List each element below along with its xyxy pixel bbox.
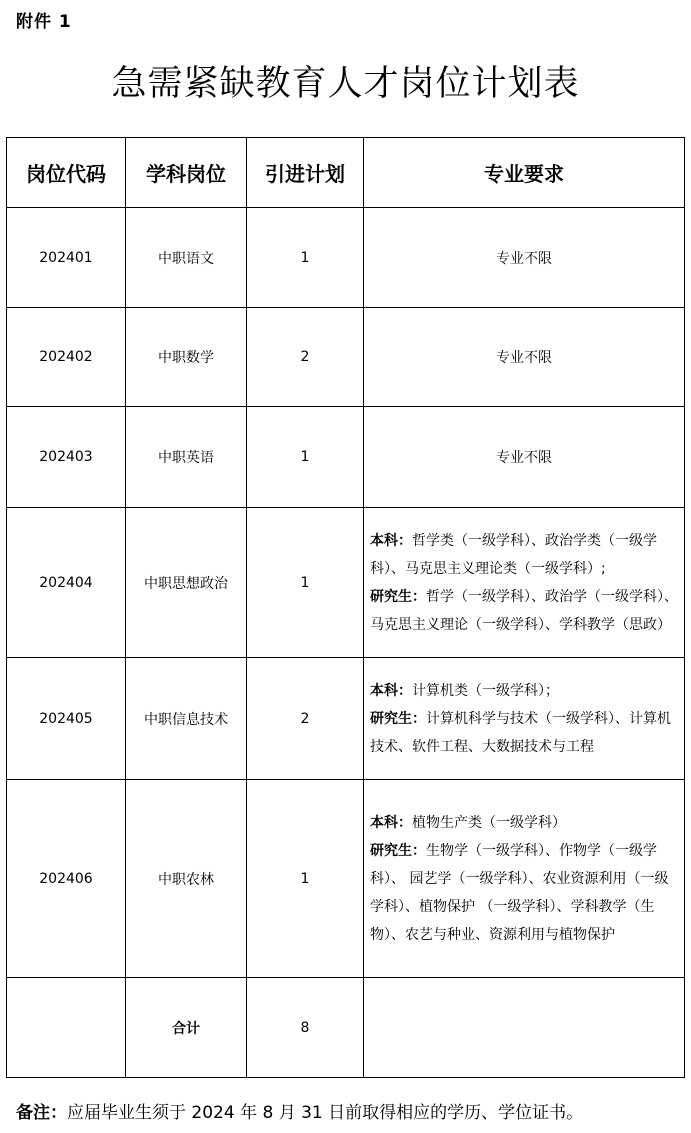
total-row <box>7 978 685 1078</box>
table-header-row <box>7 138 685 208</box>
requirement <box>364 780 685 978</box>
table-row <box>7 208 685 308</box>
footnote <box>16 1098 583 1123</box>
header-requirement: 专业要求 <box>364 138 685 208</box>
requirement: 专业不限 <box>364 208 685 308</box>
requirement: 专业不限 <box>364 407 685 508</box>
table-row <box>7 508 685 658</box>
position-code: 202403 <box>7 407 126 508</box>
undergrad-majors: 植物生产类（一级学科） <box>412 814 566 831</box>
position-code: 202401 <box>7 208 126 308</box>
header-subject: 学科岗位 <box>126 138 247 208</box>
table-row <box>7 658 685 780</box>
undergrad-requirement <box>370 677 678 705</box>
subject-position: 中职信息技术 <box>126 658 247 780</box>
header-code: 岗位代码 <box>7 138 126 208</box>
grad-majors: 计算机科学与技术（一级学科）、计算机技术、软件工程、大数据技术与工程 <box>370 710 671 755</box>
position-code: 202404 <box>7 508 126 658</box>
table-row <box>7 308 685 407</box>
undergrad-requirement <box>370 809 678 837</box>
grad-label: 研究生： <box>370 588 426 605</box>
plan-count: 2 <box>247 308 364 407</box>
subject-position: 中职数学 <box>126 308 247 407</box>
grad-majors: 哲学（一级学科）、政治学（一级学科）、马克思主义理论（一级学科）、学科教学（思政） <box>370 588 678 633</box>
grad-label: 研究生： <box>370 842 426 859</box>
plan-count: 1 <box>247 407 364 508</box>
total-plan: 8 <box>247 978 364 1078</box>
undergrad-majors: 计算机类（一级学科）； <box>412 682 559 699</box>
footnote-text: 应届毕业生须于 2024 年 8 月 31 日前取得相应的学历、学位证书。 <box>67 1103 584 1123</box>
header-plan: 引进计划 <box>247 138 364 208</box>
position-code: 202402 <box>7 308 126 407</box>
undergrad-label: 本科： <box>370 682 412 699</box>
position-code: 202405 <box>7 658 126 780</box>
grad-requirement <box>370 837 678 949</box>
grad-label: 研究生： <box>370 710 426 727</box>
undergrad-label: 本科： <box>370 532 412 549</box>
subject-position: 中职英语 <box>126 407 247 508</box>
plan-count: 2 <box>247 658 364 780</box>
undergrad-label: 本科： <box>370 814 412 831</box>
grad-majors: 生物学（一级学科）、作物学（一级学科）、 园艺学（一级学科）、农业资源利用（一级学科）、植物保护 （一级学科）、学科教学（生物）、农艺与种业、资源利用与植物保护 <box>370 842 669 943</box>
subject-position: 中职语文 <box>126 208 247 308</box>
table-row <box>7 407 685 508</box>
subject-position: 中职思想政治 <box>126 508 247 658</box>
total-label: 合计 <box>126 978 247 1078</box>
plan-count: 1 <box>247 508 364 658</box>
requirement: 专业不限 <box>364 308 685 407</box>
undergrad-majors: 哲学类（一级学科）、政治学类（一级学科）、马克思主义理论类（一级学科）; <box>370 532 657 577</box>
position-plan-table <box>6 137 685 1078</box>
grad-requirement <box>370 705 678 761</box>
subject-position: 中职农林 <box>126 780 247 978</box>
plan-count: 1 <box>247 780 364 978</box>
requirement <box>364 508 685 658</box>
plan-count: 1 <box>247 208 364 308</box>
table-row <box>7 780 685 978</box>
position-code: 202406 <box>7 780 126 978</box>
grad-requirement <box>370 583 678 639</box>
attachment-label: 附件 1 <box>16 12 72 32</box>
requirement <box>364 658 685 780</box>
undergrad-requirement <box>370 527 678 583</box>
page-title: 急需紧缺教育人才岗位计划表 <box>111 64 580 104</box>
footnote-label: 备注： <box>16 1103 67 1123</box>
total-empty-cell <box>7 978 126 1078</box>
total-requirement-empty <box>364 978 685 1078</box>
